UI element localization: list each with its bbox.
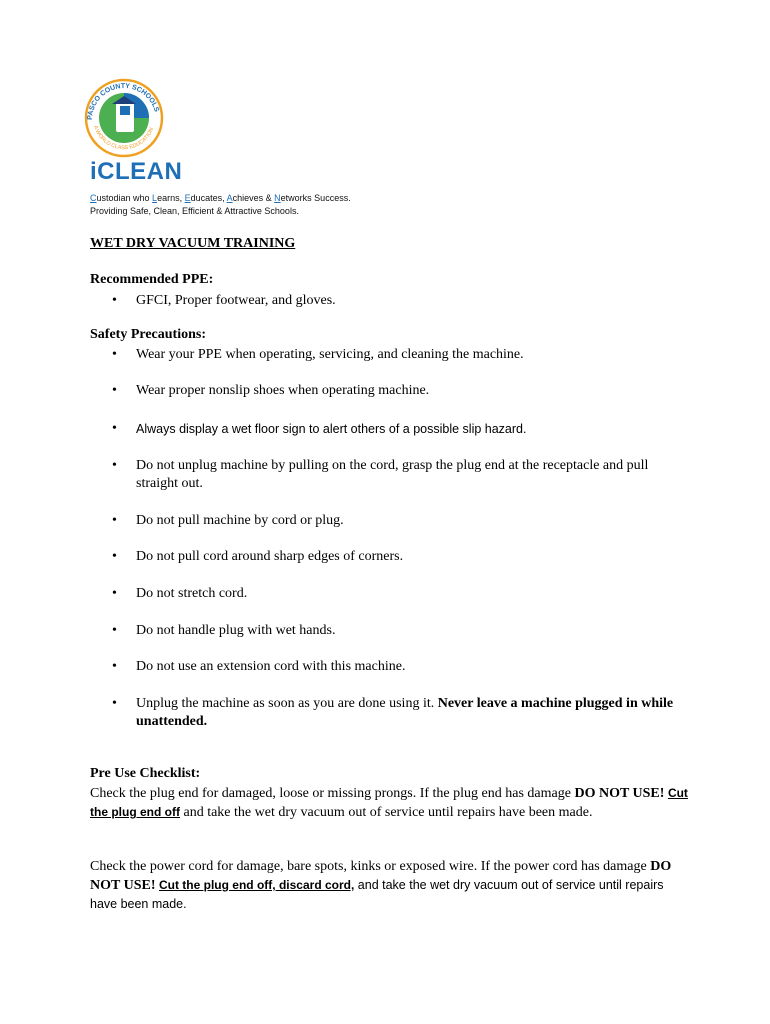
list-item: • Do not handle plug with wet hands.	[112, 623, 336, 638]
logo-bottom-text: A WORLD CLASS EDUCATION	[92, 124, 156, 152]
pasco-county-schools-logo	[78, 72, 170, 164]
list-item: • Always display a wet floor sign to alert others of a possible slip hazard.	[112, 421, 527, 436]
list-item: • Do not stretch cord.	[112, 586, 248, 601]
tagline-line-1: Custodian who Learns, Educates, Achieves & Networks Success.	[90, 193, 351, 203]
list-item: • Do not pull machine by cord or plug.	[112, 513, 344, 528]
iclean-brand: iCLEAN	[90, 158, 183, 185]
list-item: • Do not unplug machine by pulling on the cord, grasp the plug end at the receptacle and pull straight out.	[112, 458, 649, 491]
list-item: • Do not use an extension cord with this machine.	[112, 659, 406, 674]
document-title: WET DRY VACUUM TRAINING	[90, 236, 296, 251]
checklist-paragraph-1: Check the plug end for damaged, loose or missing prongs. If the plug end has damage DO NOT USE! Cut the plug end off and take the wet dry vacuum out of service until repairs have been made.	[90, 786, 688, 820]
tagline-line-2: Providing Safe, Clean, Efficient & Attractive Schools.	[90, 206, 299, 216]
list-item: • Wear proper nonslip shoes when operating machine.	[112, 383, 430, 398]
safety-heading: Safety Precautions:	[90, 327, 206, 342]
checklist-paragraph-2: Check the power cord for damage, bare spots, kinks or exposed wire. If the power cord has damage DO NOT USE! Cut the plug end off, discard cord, and take the wet dry vacuum out of service until repairs have been made.	[90, 859, 672, 911]
logo-arc-text: PASCO COUNTY SCHOOLS	[86, 82, 160, 121]
list-item: • GFCI, Proper footwear, and gloves.	[112, 293, 336, 308]
list-item: • Wear your PPE when operating, servicing, and cleaning the machine.	[112, 347, 524, 362]
checklist-heading: Pre Use Checklist:	[90, 766, 201, 781]
list-item: • Do not pull cord around sharp edges of corners.	[112, 549, 404, 564]
ppe-heading: Recommended PPE:	[90, 272, 214, 287]
list-item: • Unplug the machine as soon as you are done using it. Never leave a machine plugged in while unattended.	[112, 696, 674, 729]
warning-text: Never leave a machine plugged in while unattended.	[136, 696, 674, 729]
